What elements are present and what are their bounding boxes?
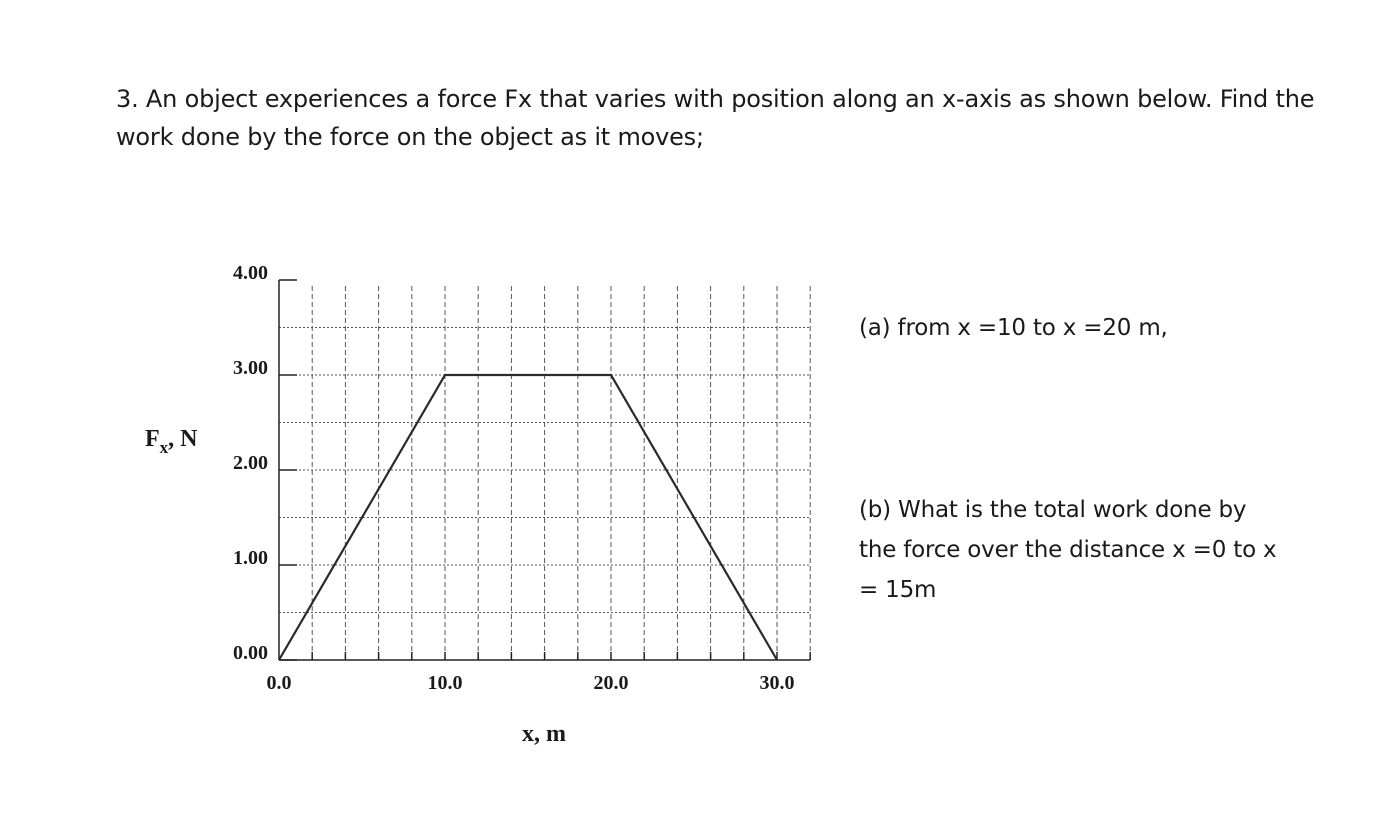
question-line-2: work done by the force on the object as it moves; [116, 123, 704, 151]
x-tick-label: 10.0 [427, 672, 463, 694]
x-tick-label: 20.0 [593, 672, 629, 694]
part-b-line-2: the force over the distance x =0 to x [859, 537, 1277, 563]
chart-grid [279, 286, 810, 660]
x-tick-label: 0.0 [266, 672, 292, 694]
y-tick-label: 3.00 [233, 357, 268, 379]
question-line-1: 3. An object experiences a force Fx that varies with position along an x-axis as shown below. Find the [116, 85, 1315, 113]
x-tick-label: 30.0 [759, 672, 795, 694]
y-tick-label: 4.00 [233, 262, 268, 284]
y-axis-title: $F_x$, N [145, 426, 198, 457]
part-a-text [859, 308, 1329, 348]
part-b-line-3: = 15m [859, 577, 937, 603]
part-a-line: (a) from x =10 to x =20 m, [859, 315, 1168, 341]
part-b-line-1: (b) What is the total work done by [859, 497, 1247, 523]
chart-labels [145, 262, 795, 747]
part-b-text [859, 490, 1329, 610]
y-tick-label: 1.00 [233, 547, 268, 569]
y-tick-label: 2.00 [233, 452, 268, 474]
x-axis-title: x, m [522, 721, 566, 747]
y-tick-label: 0.00 [233, 642, 268, 664]
